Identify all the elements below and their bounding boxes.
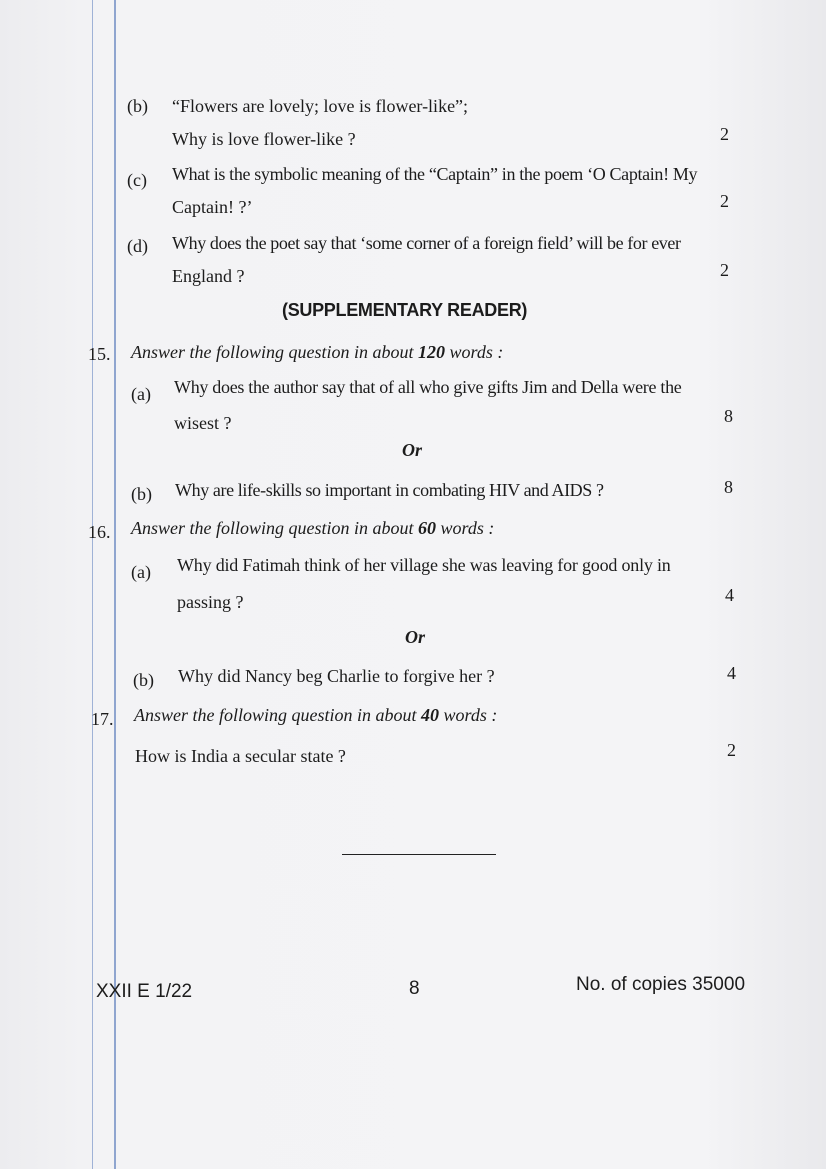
question-14c-marks: 2 xyxy=(720,191,729,211)
question-15-or: Or xyxy=(402,440,423,460)
question-15b-marks: 8 xyxy=(724,477,733,497)
question-17-text: How is India a secular state ? xyxy=(135,746,346,766)
question-14c-label: (c) xyxy=(127,170,147,190)
end-of-paper-rule xyxy=(342,854,496,855)
question-16-or: Or xyxy=(405,627,426,647)
question-14c-line-2: Captain! ?’ xyxy=(172,197,253,217)
question-15b-text: Why are life-skills so important in combating HIV and AIDS ? xyxy=(175,480,604,500)
question-15-instruction: Answer the following question in about 120 words : xyxy=(131,342,504,362)
question-14b-line-2: Why is love flower-like ? xyxy=(172,129,356,149)
question-14b-label: (b) xyxy=(127,96,148,116)
page-number: 8 xyxy=(409,978,420,999)
question-16b-marks: 4 xyxy=(727,663,736,683)
question-14d-label: (d) xyxy=(127,236,148,256)
question-14c-line-1: What is the symbolic meaning of the “Captain” in the poem ‘O Captain! My xyxy=(172,164,698,184)
question-14b-line-1: “Flowers are lovely; love is flower-like”; xyxy=(172,96,469,116)
paper-code: XXII E 1/22 xyxy=(96,981,193,1002)
question-17-instruction: Answer the following question in about 40 words : xyxy=(134,705,498,725)
question-15a-label: (a) xyxy=(131,384,151,404)
question-14d-line-1: Why does the poet say that ‘some corner of a foreign field’ will be for ever xyxy=(172,233,681,253)
copies-count: No. of copies 35000 xyxy=(576,974,746,995)
question-16b-label: (b) xyxy=(133,670,154,690)
question-15a-line-1: Why does the author say that of all who give gifts Jim and Della were the xyxy=(174,377,682,397)
question-14b-marks: 2 xyxy=(720,124,729,144)
question-15b-label: (b) xyxy=(131,484,152,504)
question-15a-line-2: wisest ? xyxy=(174,413,232,433)
question-16a-line-2: passing ? xyxy=(177,592,244,612)
question-16a-label: (a) xyxy=(131,562,151,582)
question-17-number: 17. xyxy=(91,709,114,729)
question-14d-line-2: England ? xyxy=(172,266,245,286)
question-16a-line-1: Why did Fatimah think of her village she was leaving for good only in xyxy=(177,555,671,575)
question-16-number: 16. xyxy=(88,522,111,542)
question-16a-marks: 4 xyxy=(725,585,734,605)
question-16-instruction: Answer the following question in about 60 words : xyxy=(131,518,495,538)
question-16b-text: Why did Nancy beg Charlie to forgive her ? xyxy=(178,666,495,686)
question-14d-marks: 2 xyxy=(720,260,729,280)
question-17-marks: 2 xyxy=(727,740,736,760)
question-15a-marks: 8 xyxy=(724,406,733,426)
question-15-number: 15. xyxy=(88,344,111,364)
margin-line-left xyxy=(92,0,93,1169)
section-heading: (SUPPLEMENTARY READER) xyxy=(282,300,528,320)
